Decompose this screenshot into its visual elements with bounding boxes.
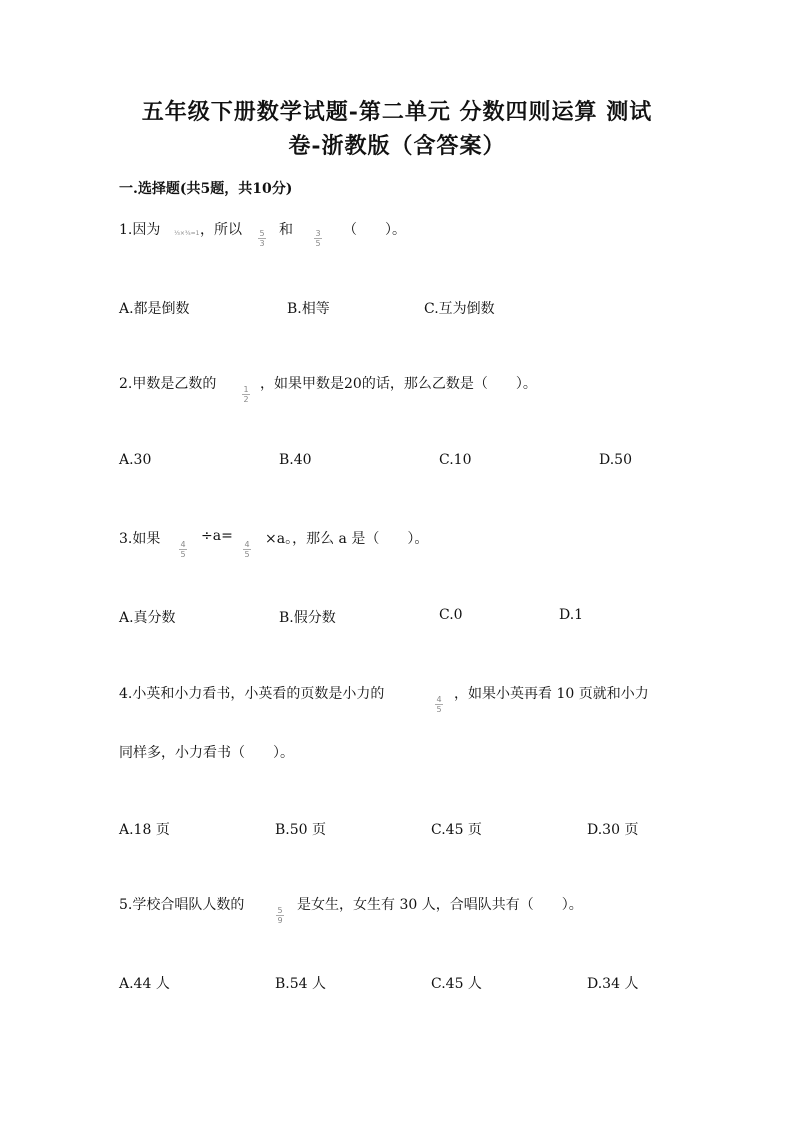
q1-tiny-expression: ⅓×¾=1 [174, 230, 200, 237]
q4-option-c[interactable]: C.45 页 [431, 822, 482, 838]
q3-option-b[interactable]: B.假分数 [279, 610, 336, 626]
q2-option-d[interactable]: D.50 [599, 452, 632, 468]
q2-option-c[interactable]: C.10 [439, 452, 472, 468]
q5-option-d[interactable]: D.34 人 [587, 976, 639, 992]
q2-option-b[interactable]: B.40 [279, 452, 312, 468]
q3-fraction-b-numerator: 4 [244, 540, 250, 549]
q1-option-c[interactable]: C.互为倒数 [424, 301, 495, 317]
q1-fraction-b-numerator: 3 [315, 229, 321, 238]
q3-option-d[interactable]: D.1 [559, 607, 584, 623]
q4-fraction-denominator: 5 [436, 705, 442, 714]
q3-option-a[interactable]: A.真分数 [119, 610, 176, 626]
q4-line2: 同样多，小力看书（ ）。 [119, 745, 294, 761]
q4-fraction [435, 695, 443, 714]
q5-fraction-denominator: 9 [277, 916, 283, 925]
q1-fraction-a [258, 229, 266, 248]
q1-option-a[interactable]: A.都是倒数 [119, 301, 190, 317]
q5-suffix: 是女生，女生有 30 人，合唱队共有（ ）。 [297, 897, 583, 913]
q3-option-c[interactable]: C.0 [439, 607, 463, 623]
q4-option-d[interactable]: D.30 页 [587, 822, 639, 838]
q5-option-a[interactable]: A.44 人 [119, 976, 170, 992]
q4-prefix: 4.小英和小力看书，小英看的页数是小力的 [119, 686, 385, 702]
q2-fraction-denominator: 2 [243, 395, 249, 404]
q4-suffix: ，如果小英再看 10 页就和小力 [454, 686, 649, 702]
q5-option-b[interactable]: B.54 人 [275, 976, 327, 992]
q5-fraction [276, 906, 284, 925]
section-heading: 一.选择题(共5题，共10分) [119, 181, 293, 197]
q5-prefix: 5.学校合唱队人数的 [119, 897, 245, 913]
q1-fraction-a-denominator: 3 [259, 239, 265, 248]
q3-fraction-b [243, 540, 251, 559]
q1-prefix: 1.因为 [119, 222, 161, 238]
q2-fraction-numerator: 1 [243, 385, 249, 394]
q2-fraction [242, 385, 250, 404]
q1-suffix: （ ）。 [343, 222, 406, 238]
q1-fraction-b [314, 229, 322, 248]
q3-fraction-a [179, 540, 187, 559]
q3-suffix: ×a。，那么 a 是（ ）。 [265, 531, 429, 547]
page-title-line2: 卷-浙教版（含答案） [288, 133, 506, 159]
q3-fraction-b-denominator: 5 [244, 550, 250, 559]
page-title-line1: 五年级下册数学试题-第二单元 分数四则运算 测试 [141, 99, 653, 125]
q4-option-b[interactable]: B.50 页 [275, 822, 327, 838]
q1-option-b[interactable]: B.相等 [287, 301, 330, 317]
q3-fraction-a-denominator: 5 [180, 550, 186, 559]
q1-fraction-a-numerator: 5 [259, 229, 265, 238]
q5-fraction-numerator: 5 [277, 906, 283, 915]
q3-fraction-a-numerator: 4 [180, 540, 186, 549]
q1-mid-text-2: 和 [279, 222, 293, 238]
q3-mid: ÷a= [201, 528, 233, 544]
q5-option-c[interactable]: C.45 人 [431, 976, 482, 992]
q3-prefix: 3.如果 [119, 531, 161, 547]
q1-fraction-b-denominator: 5 [315, 239, 321, 248]
q2-prefix: 2.甲数是乙数的 [119, 376, 217, 392]
q1-mid-text-1: ，所以 [200, 222, 242, 238]
q2-option-a[interactable]: A.30 [119, 452, 152, 468]
q4-fraction-numerator: 4 [436, 695, 442, 704]
q4-option-a[interactable]: A.18 页 [119, 822, 170, 838]
q2-suffix: ，如果甲数是20的话，那么乙数是（ ）。 [260, 376, 537, 392]
